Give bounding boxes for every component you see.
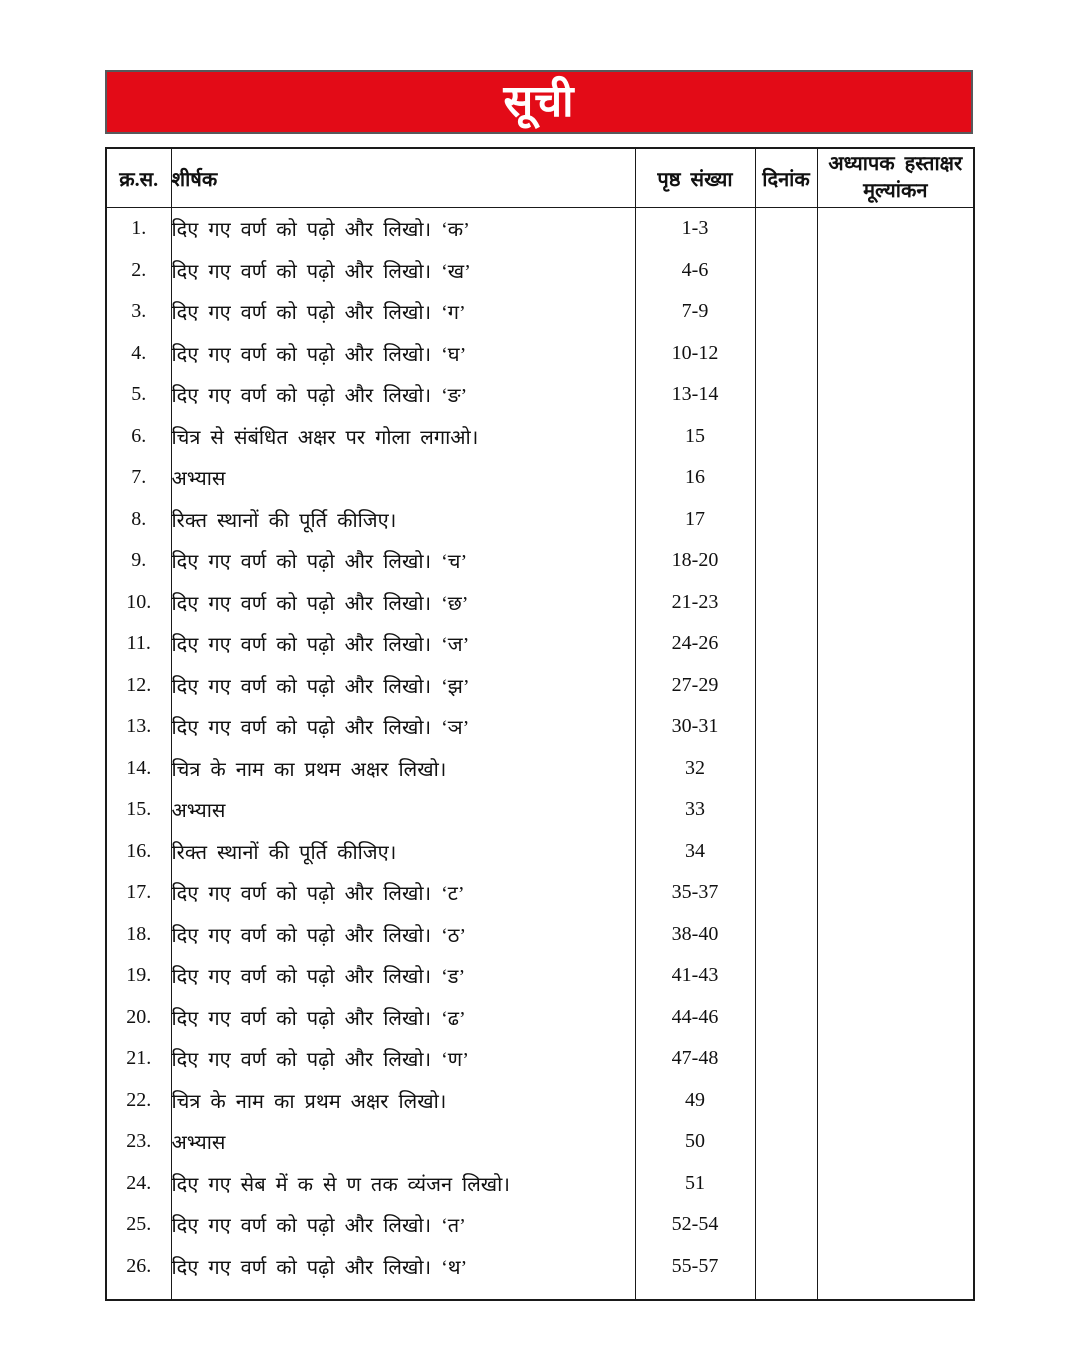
title-cell: चित्र के नाम का प्रथम अक्षर लिखो। <box>171 1080 635 1122</box>
evaluation-cell <box>817 540 974 582</box>
date-cell <box>755 831 817 873</box>
evaluation-cell <box>817 872 974 914</box>
title-cell: दिए गए वर्ण को पढ़ो और लिखो। ‘थ’ <box>171 1246 635 1288</box>
evaluation-cell <box>817 831 974 873</box>
pages-cell: 15 <box>635 416 755 458</box>
contents-table <box>105 147 975 1301</box>
pages-cell: 47-48 <box>635 1038 755 1080</box>
date-cell <box>755 333 817 375</box>
date-cell <box>755 1246 817 1288</box>
serial-cell: 3. <box>106 291 171 333</box>
title-cell: चित्र के नाम का प्रथम अक्षर लिखो। <box>171 748 635 790</box>
evaluation-cell <box>817 1204 974 1246</box>
pages-cell: 51 <box>635 1163 755 1205</box>
pages-cell: 1-3 <box>635 208 755 250</box>
evaluation-cell <box>817 623 974 665</box>
spacer-cell <box>755 1287 817 1300</box>
evaluation-cell <box>817 955 974 997</box>
pages-cell: 24-26 <box>635 623 755 665</box>
serial-cell: 17. <box>106 872 171 914</box>
title-cell: दिए गए वर्ण को पढ़ो और लिखो। ‘ढ’ <box>171 997 635 1039</box>
date-cell <box>755 540 817 582</box>
evaluation-cell <box>817 1246 974 1288</box>
evaluation-cell <box>817 499 974 541</box>
table-row <box>106 1038 974 1080</box>
col-header-title: शीर्षक <box>171 148 635 208</box>
table-row <box>106 748 974 790</box>
table-row <box>106 333 974 375</box>
serial-cell: 1. <box>106 208 171 250</box>
date-cell <box>755 1163 817 1205</box>
pages-cell: 44-46 <box>635 997 755 1039</box>
col-header-date: दिनांक <box>755 148 817 208</box>
serial-cell: 19. <box>106 955 171 997</box>
pages-cell: 55-57 <box>635 1246 755 1288</box>
evaluation-cell <box>817 333 974 375</box>
pages-cell: 34 <box>635 831 755 873</box>
evaluation-cell <box>817 1080 974 1122</box>
date-cell <box>755 374 817 416</box>
pages-cell: 13-14 <box>635 374 755 416</box>
title-cell: दिए गए वर्ण को पढ़ो और लिखो। ‘ड’ <box>171 955 635 997</box>
pages-cell: 52-54 <box>635 1204 755 1246</box>
table-row <box>106 499 974 541</box>
table-row <box>106 623 974 665</box>
table-row <box>106 1163 974 1205</box>
spacer-cell <box>817 1287 974 1300</box>
table-row <box>106 250 974 292</box>
evaluation-cell <box>817 706 974 748</box>
date-cell <box>755 914 817 956</box>
serial-cell: 20. <box>106 997 171 1039</box>
pages-cell: 50 <box>635 1121 755 1163</box>
title-cell: दिए गए वर्ण को पढ़ो और लिखो। ‘ख’ <box>171 250 635 292</box>
evaluation-cell <box>817 665 974 707</box>
title-cell: दिए गए सेब में क से ण तक व्यंजन लिखो। <box>171 1163 635 1205</box>
title-cell: दिए गए वर्ण को पढ़ो और लिखो। ‘ज’ <box>171 623 635 665</box>
pages-cell: 33 <box>635 789 755 831</box>
serial-cell: 18. <box>106 914 171 956</box>
pages-cell: 35-37 <box>635 872 755 914</box>
pages-cell: 4-6 <box>635 250 755 292</box>
serial-cell: 12. <box>106 665 171 707</box>
date-cell <box>755 250 817 292</box>
serial-cell: 22. <box>106 1080 171 1122</box>
serial-cell: 2. <box>106 250 171 292</box>
serial-cell: 23. <box>106 1121 171 1163</box>
date-cell <box>755 291 817 333</box>
col-header-teacher-line1: अध्यापक हस्ताक्षर <box>828 153 963 175</box>
evaluation-cell <box>817 997 974 1039</box>
table-row <box>106 457 974 499</box>
evaluation-cell <box>817 291 974 333</box>
date-cell <box>755 499 817 541</box>
evaluation-cell <box>817 582 974 624</box>
table-row <box>106 914 974 956</box>
pages-cell: 21-23 <box>635 582 755 624</box>
date-cell <box>755 665 817 707</box>
serial-cell: 5. <box>106 374 171 416</box>
evaluation-cell <box>817 250 974 292</box>
serial-cell: 8. <box>106 499 171 541</box>
pages-cell: 27-29 <box>635 665 755 707</box>
date-cell <box>755 1121 817 1163</box>
pages-cell: 30-31 <box>635 706 755 748</box>
title-cell: दिए गए वर्ण को पढ़ो और लिखो। ‘ठ’ <box>171 914 635 956</box>
table-row <box>106 665 974 707</box>
title-cell: दिए गए वर्ण को पढ़ो और लिखो। ‘छ’ <box>171 582 635 624</box>
serial-cell: 11. <box>106 623 171 665</box>
date-cell <box>755 623 817 665</box>
title-cell: अभ्यास <box>171 1121 635 1163</box>
table-row <box>106 831 974 873</box>
table-row <box>106 582 974 624</box>
date-cell <box>755 955 817 997</box>
evaluation-cell <box>817 789 974 831</box>
title-cell: अभ्यास <box>171 457 635 499</box>
date-cell <box>755 789 817 831</box>
evaluation-cell <box>817 457 974 499</box>
col-header-pages: पृष्ठ संख्या <box>635 148 755 208</box>
table-row <box>106 416 974 458</box>
evaluation-cell <box>817 374 974 416</box>
table-body <box>106 208 974 1301</box>
serial-cell: 9. <box>106 540 171 582</box>
spacer-cell <box>106 1287 171 1300</box>
pages-cell: 10-12 <box>635 333 755 375</box>
table-row <box>106 1204 974 1246</box>
pages-cell: 38-40 <box>635 914 755 956</box>
title-cell: रिक्त स्थानों की पूर्ति कीजिए। <box>171 499 635 541</box>
table-header-row <box>106 148 974 208</box>
serial-cell: 7. <box>106 457 171 499</box>
evaluation-cell <box>817 208 974 250</box>
spacer-cell <box>635 1287 755 1300</box>
serial-cell: 10. <box>106 582 171 624</box>
date-cell <box>755 416 817 458</box>
table-row <box>106 291 974 333</box>
serial-cell: 15. <box>106 789 171 831</box>
title-cell: दिए गए वर्ण को पढ़ो और लिखो। ‘ट’ <box>171 872 635 914</box>
title-cell: दिए गए वर्ण को पढ़ो और लिखो। ‘ञ’ <box>171 706 635 748</box>
date-cell <box>755 748 817 790</box>
table-row <box>106 997 974 1039</box>
date-cell <box>755 208 817 250</box>
table-row <box>106 706 974 748</box>
serial-cell: 25. <box>106 1204 171 1246</box>
evaluation-cell <box>817 748 974 790</box>
col-header-serial: क्र.स. <box>106 148 171 208</box>
date-cell <box>755 1080 817 1122</box>
title-cell: दिए गए वर्ण को पढ़ो और लिखो। ‘क’ <box>171 208 635 250</box>
page-title: सूची <box>503 77 575 126</box>
table-row <box>106 374 974 416</box>
title-cell: चित्र से संबंधित अक्षर पर गोला लगाओ। <box>171 416 635 458</box>
title-cell: दिए गए वर्ण को पढ़ो और लिखो। ‘ङ’ <box>171 374 635 416</box>
pages-cell: 16 <box>635 457 755 499</box>
evaluation-cell <box>817 1163 974 1205</box>
title-cell: रिक्त स्थानों की पूर्ति कीजिए। <box>171 831 635 873</box>
title-cell: दिए गए वर्ण को पढ़ो और लिखो। ‘च’ <box>171 540 635 582</box>
table-row <box>106 540 974 582</box>
evaluation-cell <box>817 1038 974 1080</box>
title-cell: अभ्यास <box>171 789 635 831</box>
title-cell: दिए गए वर्ण को पढ़ो और लिखो। ‘ण’ <box>171 1038 635 1080</box>
date-cell <box>755 1038 817 1080</box>
evaluation-cell <box>817 1121 974 1163</box>
date-cell <box>755 997 817 1039</box>
table-row <box>106 208 974 250</box>
evaluation-cell <box>817 416 974 458</box>
serial-cell: 21. <box>106 1038 171 1080</box>
table-row <box>106 1080 974 1122</box>
date-cell <box>755 872 817 914</box>
pages-cell: 41-43 <box>635 955 755 997</box>
serial-cell: 6. <box>106 416 171 458</box>
evaluation-cell <box>817 914 974 956</box>
table-row <box>106 955 974 997</box>
table-row <box>106 1246 974 1288</box>
serial-cell: 24. <box>106 1163 171 1205</box>
col-header-teacher-evaluation <box>817 148 974 208</box>
pages-cell: 7-9 <box>635 291 755 333</box>
title-cell: दिए गए वर्ण को पढ़ो और लिखो। ‘घ’ <box>171 333 635 375</box>
col-header-teacher-line2: मूल्यांकन <box>863 180 928 202</box>
table-row <box>106 872 974 914</box>
pages-cell: 18-20 <box>635 540 755 582</box>
date-cell <box>755 1204 817 1246</box>
title-cell: दिए गए वर्ण को पढ़ो और लिखो। ‘ग’ <box>171 291 635 333</box>
date-cell <box>755 706 817 748</box>
pages-cell: 17 <box>635 499 755 541</box>
pages-cell: 32 <box>635 748 755 790</box>
serial-cell: 14. <box>106 748 171 790</box>
spacer-row <box>106 1287 974 1300</box>
serial-cell: 26. <box>106 1246 171 1288</box>
title-cell: दिए गए वर्ण को पढ़ो और लिखो। ‘त’ <box>171 1204 635 1246</box>
date-cell <box>755 457 817 499</box>
table-row <box>106 1121 974 1163</box>
serial-cell: 13. <box>106 706 171 748</box>
title-cell: दिए गए वर्ण को पढ़ो और लिखो। ‘झ’ <box>171 665 635 707</box>
spacer-cell <box>171 1287 635 1300</box>
serial-cell: 16. <box>106 831 171 873</box>
page-title-banner <box>105 70 973 134</box>
pages-cell: 49 <box>635 1080 755 1122</box>
date-cell <box>755 582 817 624</box>
table-row <box>106 789 974 831</box>
serial-cell: 4. <box>106 333 171 375</box>
